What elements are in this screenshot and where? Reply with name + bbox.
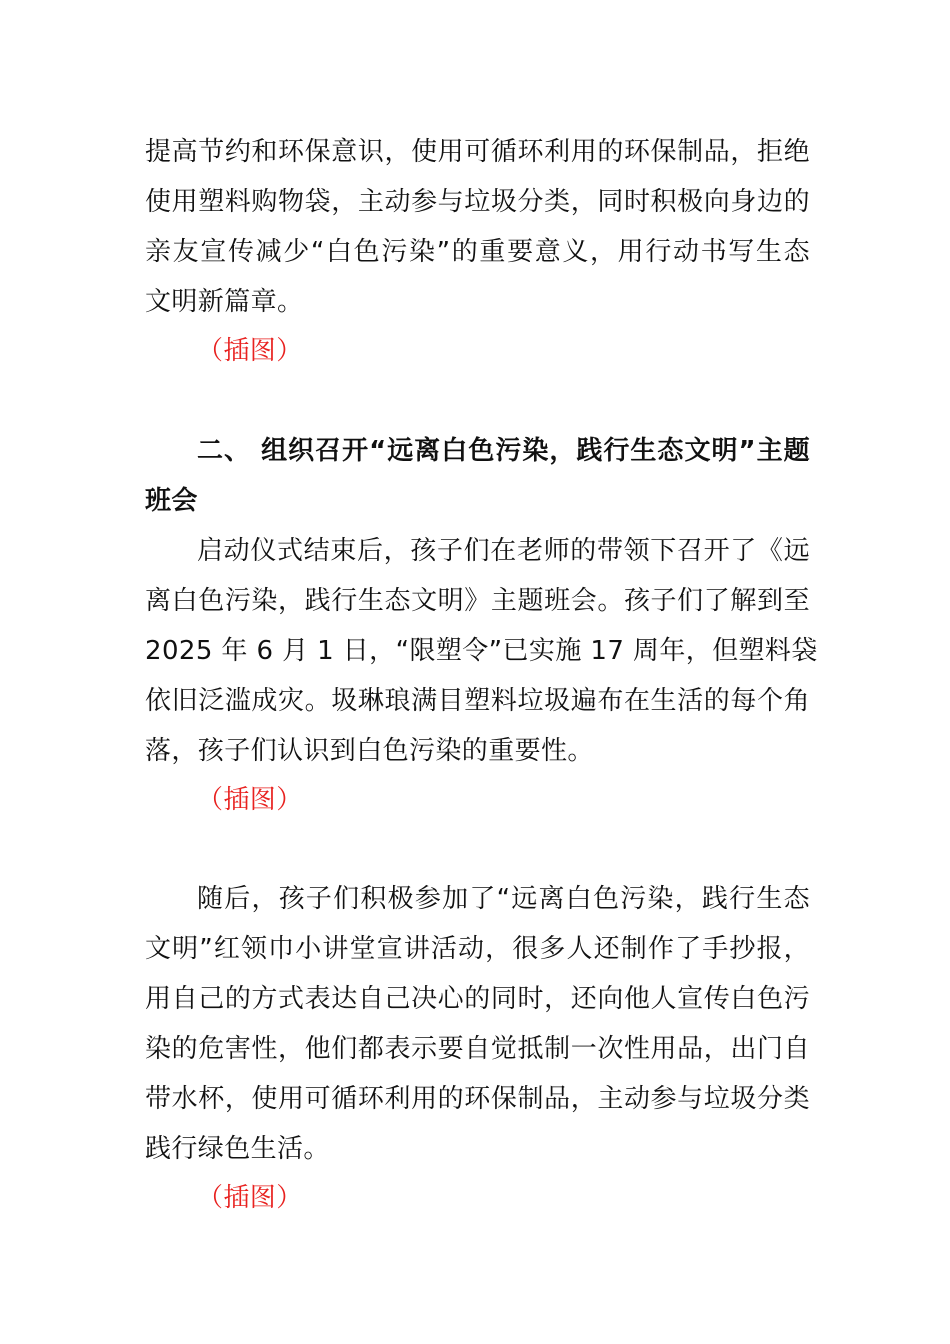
paragraph-3-line-4: 染的危害性，他们都表示要自觉抵制一次性用品，出门自	[145, 1034, 810, 1064]
paragraph-1-line-1: 提高节约和环保意识，使用可循环利用的环保制品，拒绝	[145, 137, 810, 167]
paragraph-1-line-4: 文明新篇章。	[145, 287, 304, 317]
paragraph-3-line-1: 随后，孩子们积极参加了“远离白色污染，践行生态	[197, 884, 810, 914]
figure-placeholder-3: （插图）	[197, 1183, 303, 1213]
figure-placeholder-2: （插图）	[197, 785, 303, 815]
paragraph-1-line-3: 亲友宣传减少“白色污染”的重要意义，用行动书写生态	[145, 237, 810, 267]
paragraph-2-line-3: 2025 年 6 月 1 日，“限塑令”已实施 17 周年，但塑料袋	[145, 636, 818, 666]
paragraph-1-line-2: 使用塑料购物袋，主动参与垃圾分类，同时积极向身边的	[145, 187, 810, 217]
paragraph-3-line-3: 用自己的方式表达自己决心的同时，还向他人宣传白色污	[145, 984, 810, 1014]
figure-placeholder-1: （插图）	[197, 336, 303, 366]
paragraph-2-line-1: 启动仪式结束后，孩子们在老师的带领下召开了《远	[197, 536, 810, 566]
paragraph-2-line-5: 落，孩子们认识到白色污染的重要性。	[145, 736, 594, 766]
paragraph-2-line-2: 离白色污染，践行生态文明》主题班会。孩子们了解到至	[145, 586, 810, 616]
section-2-heading-line-1: 二、 组织召开“远离白色污染，践行生态文明”主题	[197, 436, 810, 466]
paragraph-2-line-4: 依旧泛滥成灾。圾琳琅满目塑料垃圾遍布在生活的每个角	[145, 686, 810, 716]
section-2-heading-line-2: 班会	[145, 486, 198, 516]
paragraph-3-line-5: 带水杯，使用可循环利用的环保制品，主动参与垃圾分类	[145, 1084, 810, 1114]
paragraph-3-line-6: 践行绿色生活。	[145, 1134, 330, 1164]
paragraph-3-line-2: 文明”红领巾小讲堂宣讲活动，很多人还制作了手抄报，	[145, 934, 810, 964]
